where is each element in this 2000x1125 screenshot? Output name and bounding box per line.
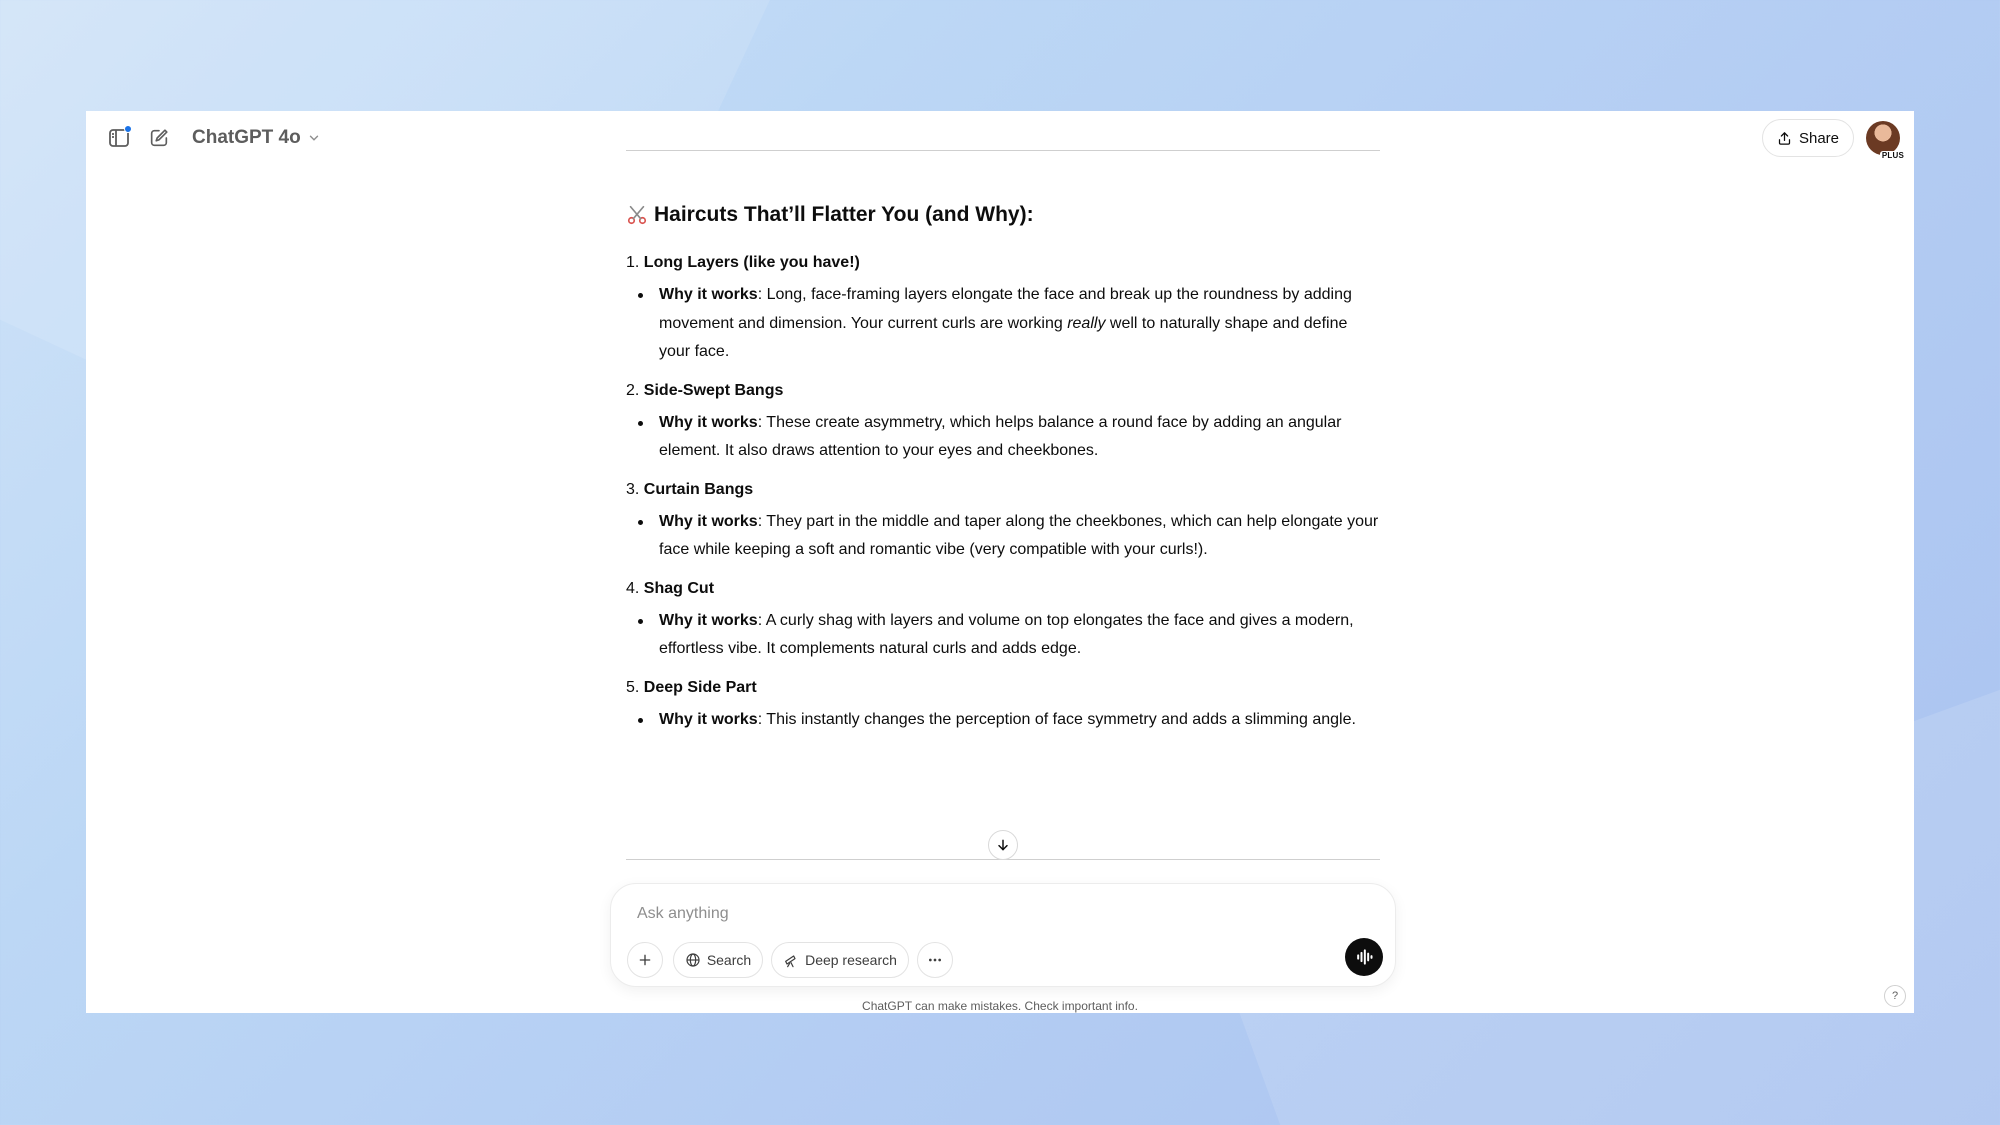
- item-title: Long Layers (like you have!): [643, 254, 860, 271]
- share-icon: [1777, 131, 1792, 146]
- item-description: [626, 607, 1380, 664]
- divider: [626, 150, 1380, 151]
- list-item: [626, 478, 1380, 565]
- model-name: ChatGPT 4o: [192, 127, 301, 148]
- search-label: Search: [706, 952, 752, 968]
- section-heading: [626, 203, 1034, 227]
- plus-icon: [637, 952, 653, 968]
- ellipsis-icon: [927, 952, 943, 968]
- item-heading: [626, 577, 1380, 600]
- item-label: Why it works: [659, 512, 758, 530]
- item-heading: [626, 251, 1380, 274]
- message-input[interactable]: [637, 900, 1337, 928]
- waveform-icon: [1354, 947, 1374, 967]
- item-title: Deep Side Part: [643, 678, 757, 696]
- item-title: Side-Swept Bangs: [643, 381, 784, 399]
- item-heading: [626, 379, 1380, 402]
- user-avatar[interactable]: [1866, 121, 1904, 160]
- list-item: [626, 251, 1380, 367]
- item-number: 1.: [626, 254, 640, 271]
- notification-dot: [124, 125, 132, 133]
- item-description: [626, 409, 1380, 466]
- item-label: Why it works: [659, 413, 758, 431]
- model-selector[interactable]: [192, 124, 321, 152]
- search-button[interactable]: [673, 942, 763, 978]
- app-window: [86, 111, 1914, 1013]
- item-text: : They part in the middle and taper along the cheekbones, which can help elongate your face while keeping a soft and romantic vibe (very compatible with your curls!).: [659, 512, 1379, 558]
- scroll-to-bottom-button[interactable]: [988, 830, 1018, 860]
- list-item: [626, 379, 1380, 466]
- item-title: Shag Cut: [643, 579, 715, 597]
- item-label: Why it works: [659, 710, 758, 728]
- item-description: [626, 706, 1380, 735]
- share-button[interactable]: [1762, 119, 1854, 157]
- telescope-icon: [783, 952, 799, 968]
- help-button[interactable]: ?: [1884, 985, 1906, 1007]
- top-bar: [86, 111, 1914, 165]
- item-label: Why it works: [659, 286, 758, 303]
- item-text: : This instantly changes the perception of face symmetry and adds a slimming angle.: [757, 710, 1356, 728]
- item-number: 4.: [626, 579, 640, 597]
- haircut-list: [626, 251, 1380, 746]
- chevron-down-icon: [307, 131, 321, 145]
- edit-icon: [148, 127, 170, 149]
- deep-research-button[interactable]: [771, 942, 909, 978]
- globe-icon: [685, 952, 701, 968]
- scissors-icon: [626, 204, 648, 226]
- item-number: 5.: [626, 678, 640, 696]
- more-tools-button[interactable]: [917, 942, 953, 978]
- section-title: Haircuts That’ll Flatter You (and Why):: [654, 203, 1034, 226]
- item-description: [626, 281, 1380, 367]
- list-item: [626, 577, 1380, 664]
- share-label: Share: [1798, 129, 1839, 147]
- item-heading: [626, 676, 1380, 699]
- item-text: : A curly shag with layers and volume on top elongates the face and gives a modern, effortless vibe. It complements natural curls and adds edge.: [659, 611, 1354, 657]
- attach-button[interactable]: [627, 942, 663, 978]
- disclaimer-text: ChatGPT can make mistakes. Check important info.: [862, 999, 1138, 1013]
- item-heading: [626, 478, 1380, 501]
- sidebar-toggle-button[interactable]: [104, 123, 134, 153]
- arrow-down-icon: [995, 837, 1011, 853]
- message-composer: [610, 883, 1396, 987]
- item-description: [626, 508, 1380, 565]
- item-emphasis: really: [1067, 314, 1106, 332]
- deep-research-label: Deep research: [805, 952, 897, 968]
- list-item: [626, 676, 1380, 735]
- item-title: Curtain Bangs: [643, 480, 754, 498]
- item-number: 3.: [626, 480, 640, 498]
- item-text: : Long, face-framing layers elongate the face and break up the roundness by adding movement and dimension. Your current curls are working: [659, 286, 1352, 332]
- item-label: Why it works: [659, 611, 758, 629]
- item-text: : These create asymmetry, which helps balance a round face by adding an angular element. It also draws attention to your eyes and cheekbones.: [659, 413, 1342, 459]
- item-text: well to naturally shape and define your face.: [659, 314, 1348, 360]
- item-number: 2.: [626, 381, 640, 399]
- new-chat-button[interactable]: [144, 123, 174, 153]
- plan-badge: PLUS: [1881, 151, 1904, 160]
- voice-mode-button[interactable]: [1345, 938, 1383, 976]
